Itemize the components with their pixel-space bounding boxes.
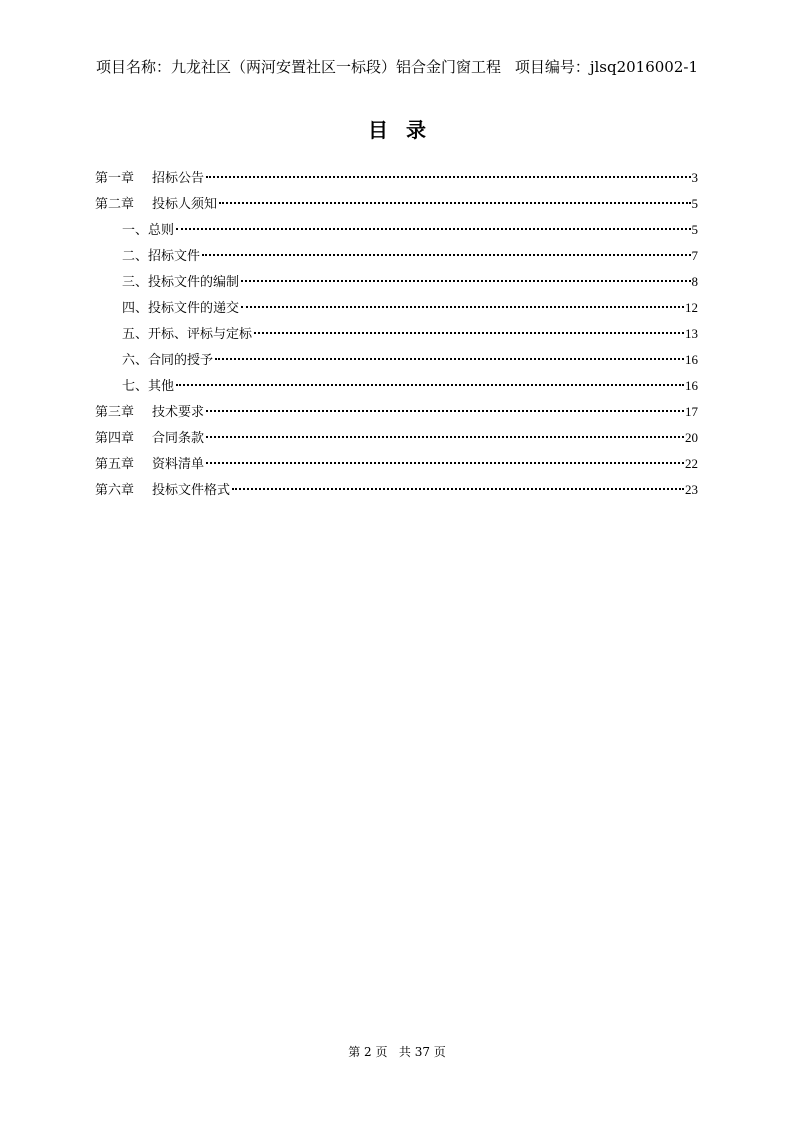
project-name: 项目名称：九龙社区（两河安置社区一标段）铝合金门窗工程: [96, 58, 502, 76]
toc-entry-label: [122, 221, 174, 241]
table-of-contents: [95, 168, 698, 506]
toc-dot-leader: [202, 254, 690, 256]
toc-entry[interactable]: [95, 350, 698, 376]
toc-entry-label: [95, 169, 204, 189]
toc-dot-leader: [241, 306, 684, 308]
toc-dot-leader: [206, 410, 684, 412]
toc-entry-label: [95, 481, 230, 501]
toc-entry-label: [122, 247, 200, 267]
toc-entry[interactable]: [95, 376, 698, 402]
toc-chapter-number: 第五章: [95, 457, 135, 472]
toc-entry[interactable]: [95, 454, 698, 480]
toc-page-number: 13: [685, 326, 698, 341]
toc-entry-text: 技术要求: [152, 405, 205, 420]
toc-chapter-number: 第四章: [95, 431, 135, 446]
toc-page-number: 5: [691, 222, 698, 237]
toc-chapter-number: 第一章: [95, 171, 135, 186]
toc-entry[interactable]: [95, 324, 698, 350]
toc-entry[interactable]: [95, 194, 698, 220]
toc-page-number: 17: [685, 404, 698, 419]
toc-entry-text: 合同条款: [152, 431, 205, 446]
page-footer: 第 2 页 共 37 页: [348, 1045, 446, 1059]
toc-dot-leader: [232, 488, 684, 490]
toc-entry-text: 招标公告: [152, 171, 205, 186]
toc-chapter-number: 第二章: [95, 197, 135, 212]
toc-dot-leader: [219, 202, 690, 204]
toc-dot-leader: [206, 462, 684, 464]
toc-entry-text: 二、招标文件: [122, 249, 201, 264]
toc-entry-label: [95, 429, 204, 449]
toc-entry-text: 六、合同的授予: [122, 353, 214, 368]
toc-entry-label: [95, 403, 204, 423]
toc-entry-label: [122, 377, 174, 397]
toc-entry-text: 资料清单: [152, 457, 205, 472]
toc-entry[interactable]: [95, 402, 698, 428]
toc-entry-label: [95, 455, 204, 475]
toc-chapter-number: 第三章: [95, 405, 135, 420]
toc-page-number: 12: [685, 300, 698, 315]
toc-entry[interactable]: [95, 480, 698, 506]
toc-page-number: 5: [691, 196, 698, 211]
toc-entry[interactable]: [95, 220, 698, 246]
toc-entry-label: [122, 325, 252, 345]
toc-entry[interactable]: [95, 168, 698, 194]
toc-page-number: 3: [691, 170, 698, 185]
toc-page-number: 7: [691, 248, 698, 263]
project-code: 项目编号：jlsq2016002-1: [514, 58, 698, 76]
page-header: [96, 57, 698, 81]
toc-entry-text: 一、总则: [122, 223, 175, 238]
toc-chapter-number: 第六章: [95, 483, 135, 498]
toc-entry-text: 投标文件格式: [152, 483, 231, 498]
toc-entry[interactable]: [95, 298, 698, 324]
toc-entry-text: 七、其他: [122, 379, 175, 394]
toc-page-number: 8: [691, 274, 698, 289]
toc-entry-text: 四、投标文件的递交: [122, 301, 240, 316]
toc-dot-leader: [176, 384, 684, 386]
toc-dot-leader: [206, 176, 690, 178]
toc-page-number: 23: [685, 482, 698, 497]
toc-page-number: 22: [685, 456, 698, 471]
toc-page-number: 16: [685, 378, 698, 393]
toc-page-number: 20: [685, 430, 698, 445]
toc-entry-label: [122, 299, 239, 319]
toc-page-number: 16: [685, 352, 698, 367]
toc-entry-text: 五、开标、评标与定标: [122, 327, 253, 342]
toc-dot-leader: [206, 436, 684, 438]
toc-dot-leader: [215, 358, 684, 360]
toc-entry-text: 投标人须知: [152, 197, 218, 212]
toc-entry-label: [122, 351, 213, 371]
toc-entry-label: [122, 273, 239, 293]
toc-entry[interactable]: [95, 246, 698, 272]
toc-entry-text: 三、投标文件的编制: [122, 275, 240, 290]
toc-dot-leader: [176, 228, 690, 230]
toc-entry[interactable]: [95, 272, 698, 298]
toc-entry-label: [95, 195, 217, 215]
toc-dot-leader: [241, 280, 690, 282]
toc-title: 目录: [368, 118, 444, 142]
toc-dot-leader: [254, 332, 684, 334]
toc-entry[interactable]: [95, 428, 698, 454]
